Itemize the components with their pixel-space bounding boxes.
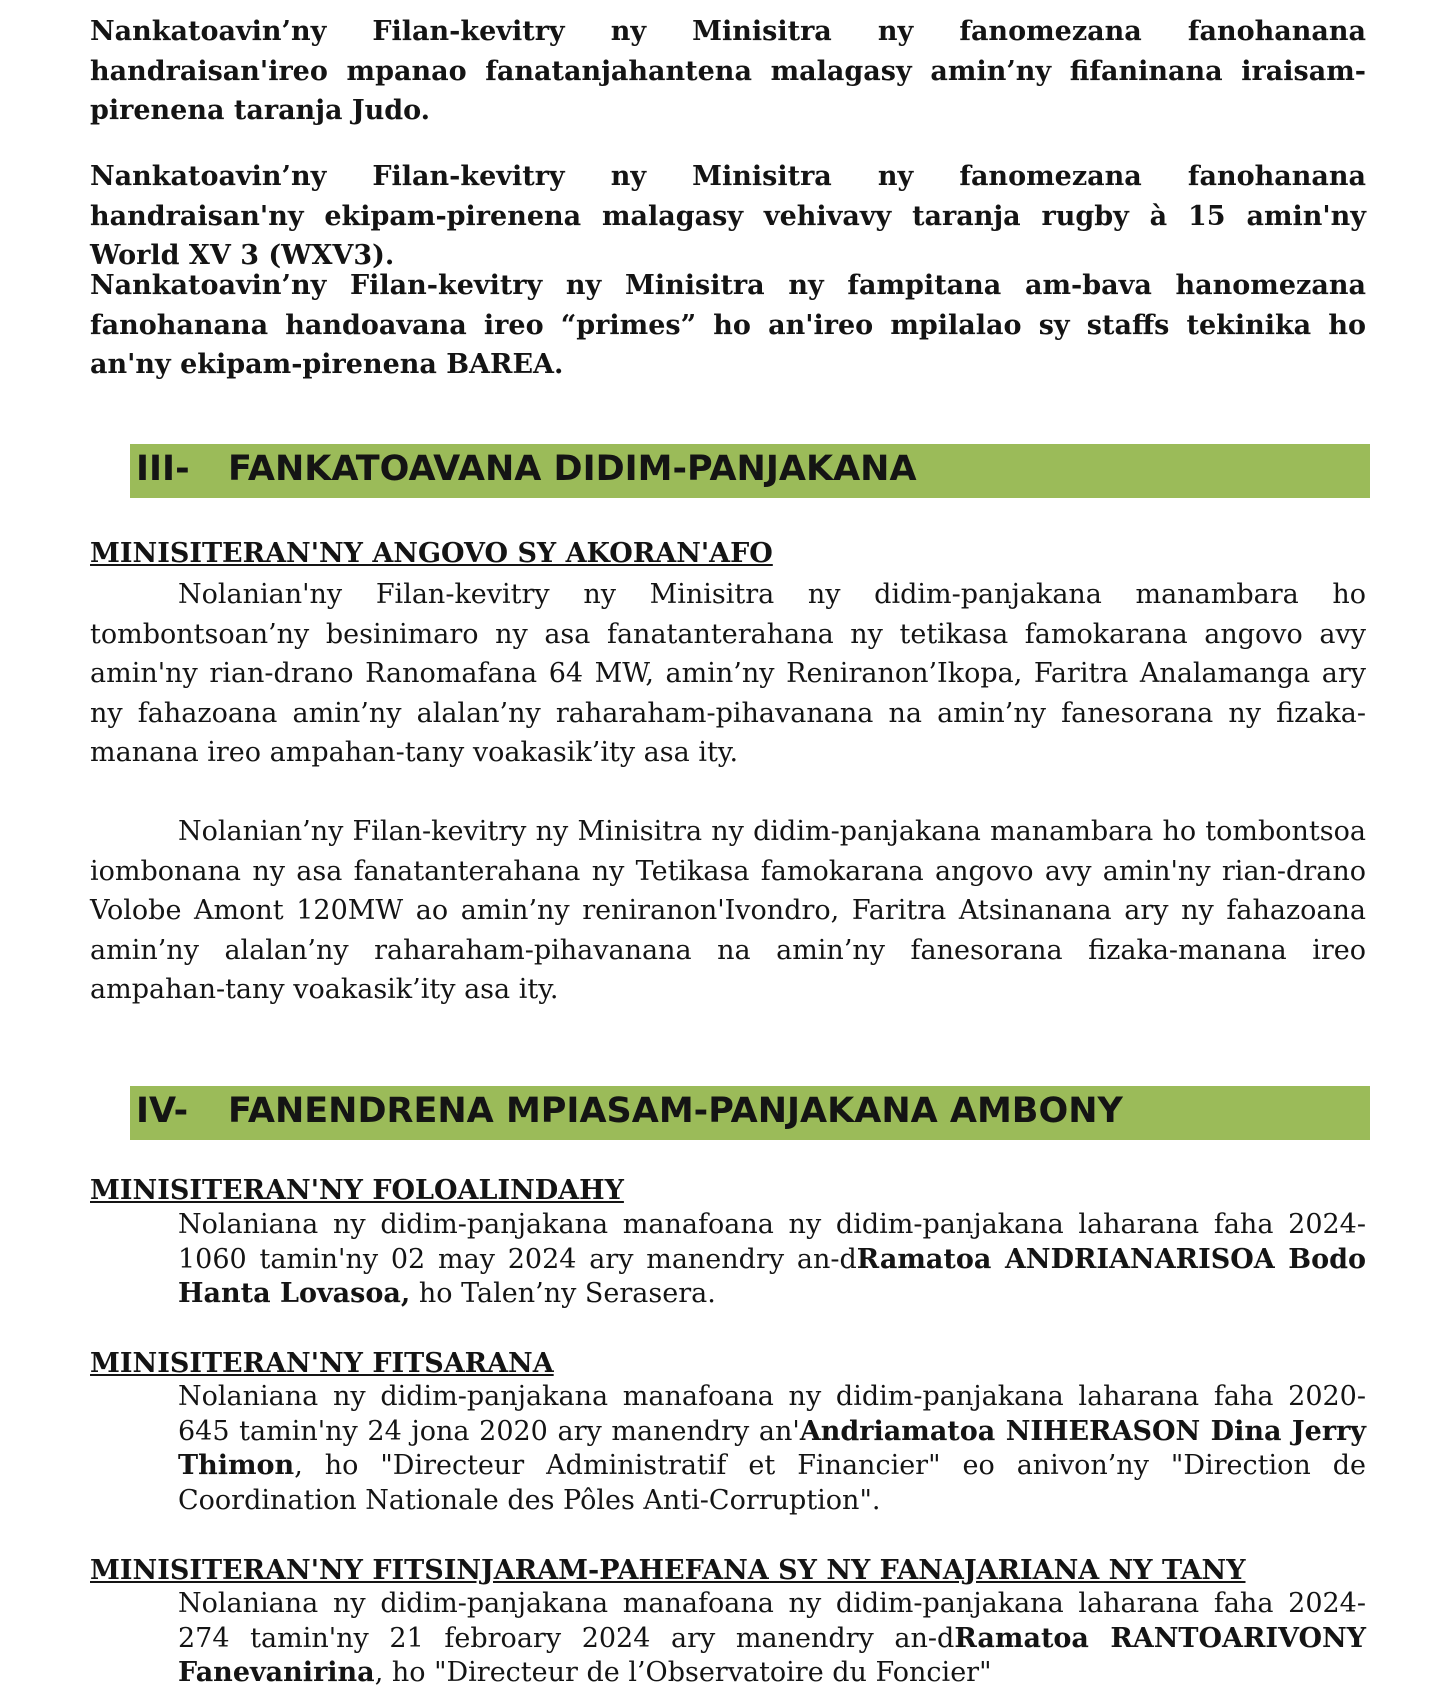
- section-3-banner: [130, 444, 1370, 498]
- ministry-heading-energy: MINISITERAN'NY ANGOVO SY AKORAN'AFO: [90, 538, 773, 569]
- appointment-text-2: Nolaniana ny didim-panjakana manafoana ny didim-panjakana laharana faha 2020-645 tamin'ny 24 jona 2020 ary manendry an': [178, 1381, 1366, 1447]
- decree-paragraph-volobe: Nolanian’ny Filan-kevitry ny Minisitra ny didim-panjakana manambara ho tombontsoa iombonana ny asa fanatanterahana ny Tetikasa famokarana angovo avy amin'ny rian-drano Volobe Amont 120MW ao amin’ny reniranon'Ivondro, Faritra Atsinanana ary ny fahazoana amin’ny alalan’ny raharaham-pihavanana na amin’ny fanesorana fizaka-manana ireo ampahan-tany voakasik’ity asa ity.: [90, 816, 1366, 1005]
- appointee-name-3: Ramatoa RANTOARIVONY Fanevanirina: [178, 1622, 1367, 1688]
- section-3-number: III-: [136, 449, 190, 489]
- intro-paragraph-judo: Nankatoavin’ny Filan-kevitry ny Minisitra ny fanomezana fanohanana handraisan'ireo mpanao fanatanjahantena malagasy amin’ny fifaninana iraisam-pirenena taranja Judo.: [90, 16, 1366, 126]
- appointment-role-1: ho Talen’ny Serasera.: [410, 1278, 716, 1309]
- appointment-role-3: , ho "Directeur de l’Observatoire du Foncier": [374, 1657, 992, 1688]
- appointment-role-2: , ho "Directeur Administratif et Financier" eo anivon’ny "Direction de Coordination Nationale des Pôles Anti-Corruption".: [178, 1450, 1366, 1516]
- section-3-heading: [136, 446, 917, 492]
- appointment-paragraph-2: [178, 1380, 1366, 1518]
- intro-paragraph-barea: Nankatoavin’ny Filan-kevitry ny Minisitra ny fampitana am-bava hanomezana fanohanana handoavana ireo “primes” ho an'ireo mpilalao sy staffs tekinika ho an'ny ekipam-pirenena BAREA.: [90, 270, 1366, 380]
- appointee-name-2: Andriamatoa NIHERASON Dina Jerry Thimon: [178, 1415, 1366, 1481]
- appointee-name-1: Ramatoa ANDRIANARISOA Bodo Hanta Lovasoa,: [178, 1243, 1366, 1309]
- section-3-title: FANKATOAVANA DIDIM-PANJAKANA: [228, 449, 917, 489]
- appointment-text-1: Nolaniana ny didim-panjakana manafoana ny didim-panjakana laharana faha 2024-1060 tamin'ny 02 may 2024 ary manendry an-d: [178, 1209, 1366, 1275]
- ministry-heading-decentralization: MINISITERAN'NY FITSINJARAM-PAHEFANA SY NY FANAJARIANA NY TANY: [90, 1555, 1246, 1586]
- appointment-text-3: Nolaniana ny didim-panjakana manafoana ny didim-panjakana laharana faha 2024-274 tamin'ny 21 febroary 2024 ary manendry an-d: [178, 1588, 1366, 1654]
- intro-paragraph-rugby: Nankatoavin’ny Filan-kevitry ny Minisitra ny fanomezana fanohanana handraisan'ny ekipam-pirenena malagasy vehivavy taranja rugby à 15 amin'ny World XV 3 (WXV3).: [90, 161, 1366, 271]
- section-4-heading: [136, 1088, 1123, 1134]
- section-4-banner: [130, 1086, 1370, 1140]
- decree-paragraph-ranomafana: Nolanian'ny Filan-kevitry ny Minisitra ny didim-panjakana manambara ho tombontsoan’ny besinimaro ny asa fanatanterahana ny tetikasa famokarana angovo avy amin'ny rian-drano Ranomafana 64 MW, amin’ny Reniranon’Ikopa, Faritra Analamanga ary ny fahazoana amin’ny alalan’ny raharaham-pihavanana na amin’ny fanesorana ny fizaka-manana ireo ampahan-tany voakasik’ity asa ity.: [90, 579, 1366, 768]
- section-4-title: FANENDRENA MPIASAM-PANJAKANA AMBONY: [228, 1091, 1123, 1131]
- appointment-paragraph-1: [178, 1208, 1366, 1312]
- ministry-heading-justice: MINISITERAN'NY FITSARANA: [90, 1348, 554, 1379]
- ministry-heading-communication: MINISITERAN'NY FOLOALINDAHY: [90, 1175, 624, 1206]
- appointment-paragraph-3: [178, 1587, 1366, 1691]
- section-4-number: IV-: [136, 1091, 189, 1131]
